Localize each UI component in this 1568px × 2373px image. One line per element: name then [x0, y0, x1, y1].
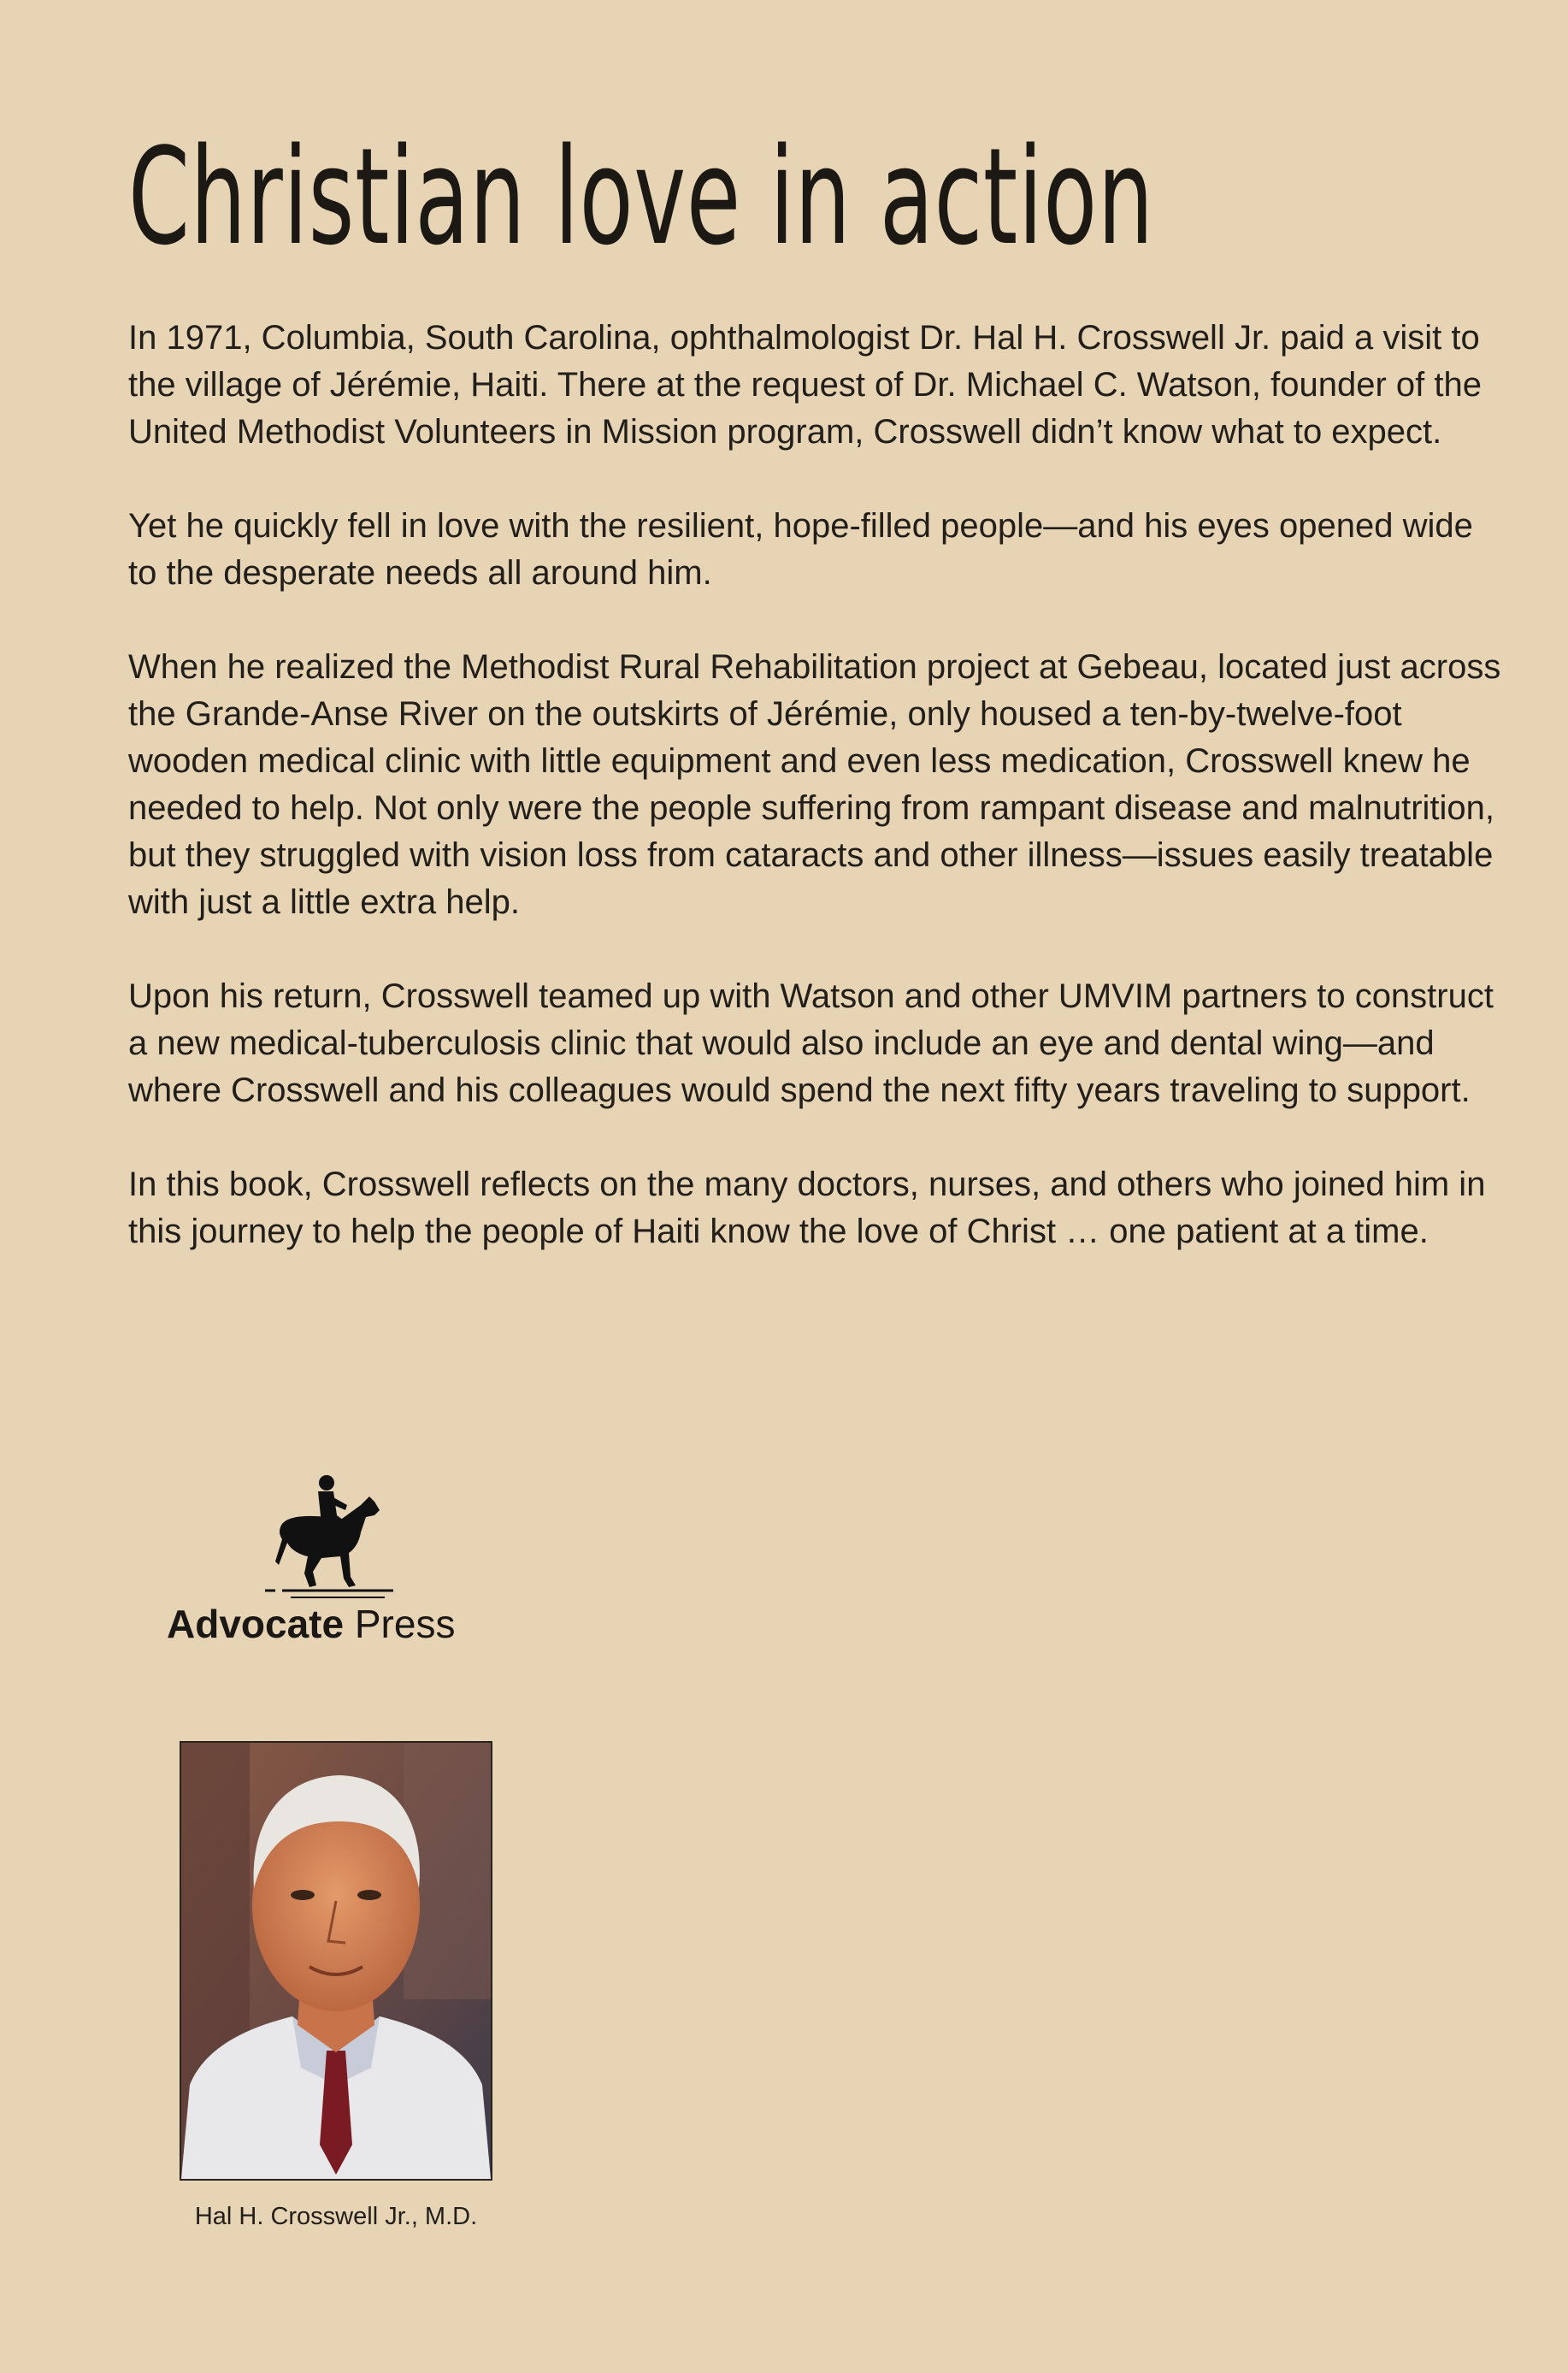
- publisher-logo: [162, 1471, 530, 1659]
- author-caption: Hal H. Crosswell Jr., M.D.: [194, 2203, 478, 2230]
- blurb-paragraph: In 1971, Columbia, South Carolina, ophthalmologist Dr. Hal H. Crosswell Jr. paid a visit to the village of Jérémie, Haiti. There at the request of Dr. Michael C. Watson, founder of the United Methodist Volunteers in Mission program, Crosswell didn’t know what to expect.: [128, 319, 1483, 451]
- horse-rider-icon: [265, 1471, 402, 1599]
- blurb: [128, 315, 1505, 1302]
- blurb-paragraph: Yet he quickly fell in love with the resilient, hope-filled people—and his eyes opened wide to the desperate needs all around him.: [128, 507, 1473, 592]
- author-portrait-image: [181, 1743, 491, 2179]
- publisher-name-regular: Press: [344, 1602, 456, 1646]
- blurb-paragraph: Upon his return, Crosswell teamed up with Watson and other UMVIM partners to construct a new medical-tuberculosis clinic that would also include an eye and dental wing—and where Crosswell and his colleagues would spend the next fifty years traveling to support.: [128, 977, 1494, 1109]
- blurb-paragraph: When he realized the Methodist Rural Rehabilitation project at Gebeau, located just across the Grande-Anse River on the outskirts of Jérémie, only housed a ten-by-twelve-foot wooden medical clinic with little equipment and even less medication, Crosswell knew he needed to help. Not only were the people suffering from rampant disease and malnutrition, but they struggled with vision loss from cataracts and other illness—issues easily treatable with just a little extra help.: [128, 648, 1501, 921]
- author-photo: [180, 1741, 492, 2181]
- publisher-name: [167, 1601, 455, 1647]
- cover-heading: Christian love in action: [128, 119, 1154, 274]
- blurb-paragraph: In this book, Crosswell reflects on the many doctors, nurses, and others who joined him in this journey to help the people of Haiti know the love of Christ … one patient at a time.: [128, 1166, 1486, 1250]
- publisher-name-bold: Advocate: [167, 1602, 345, 1646]
